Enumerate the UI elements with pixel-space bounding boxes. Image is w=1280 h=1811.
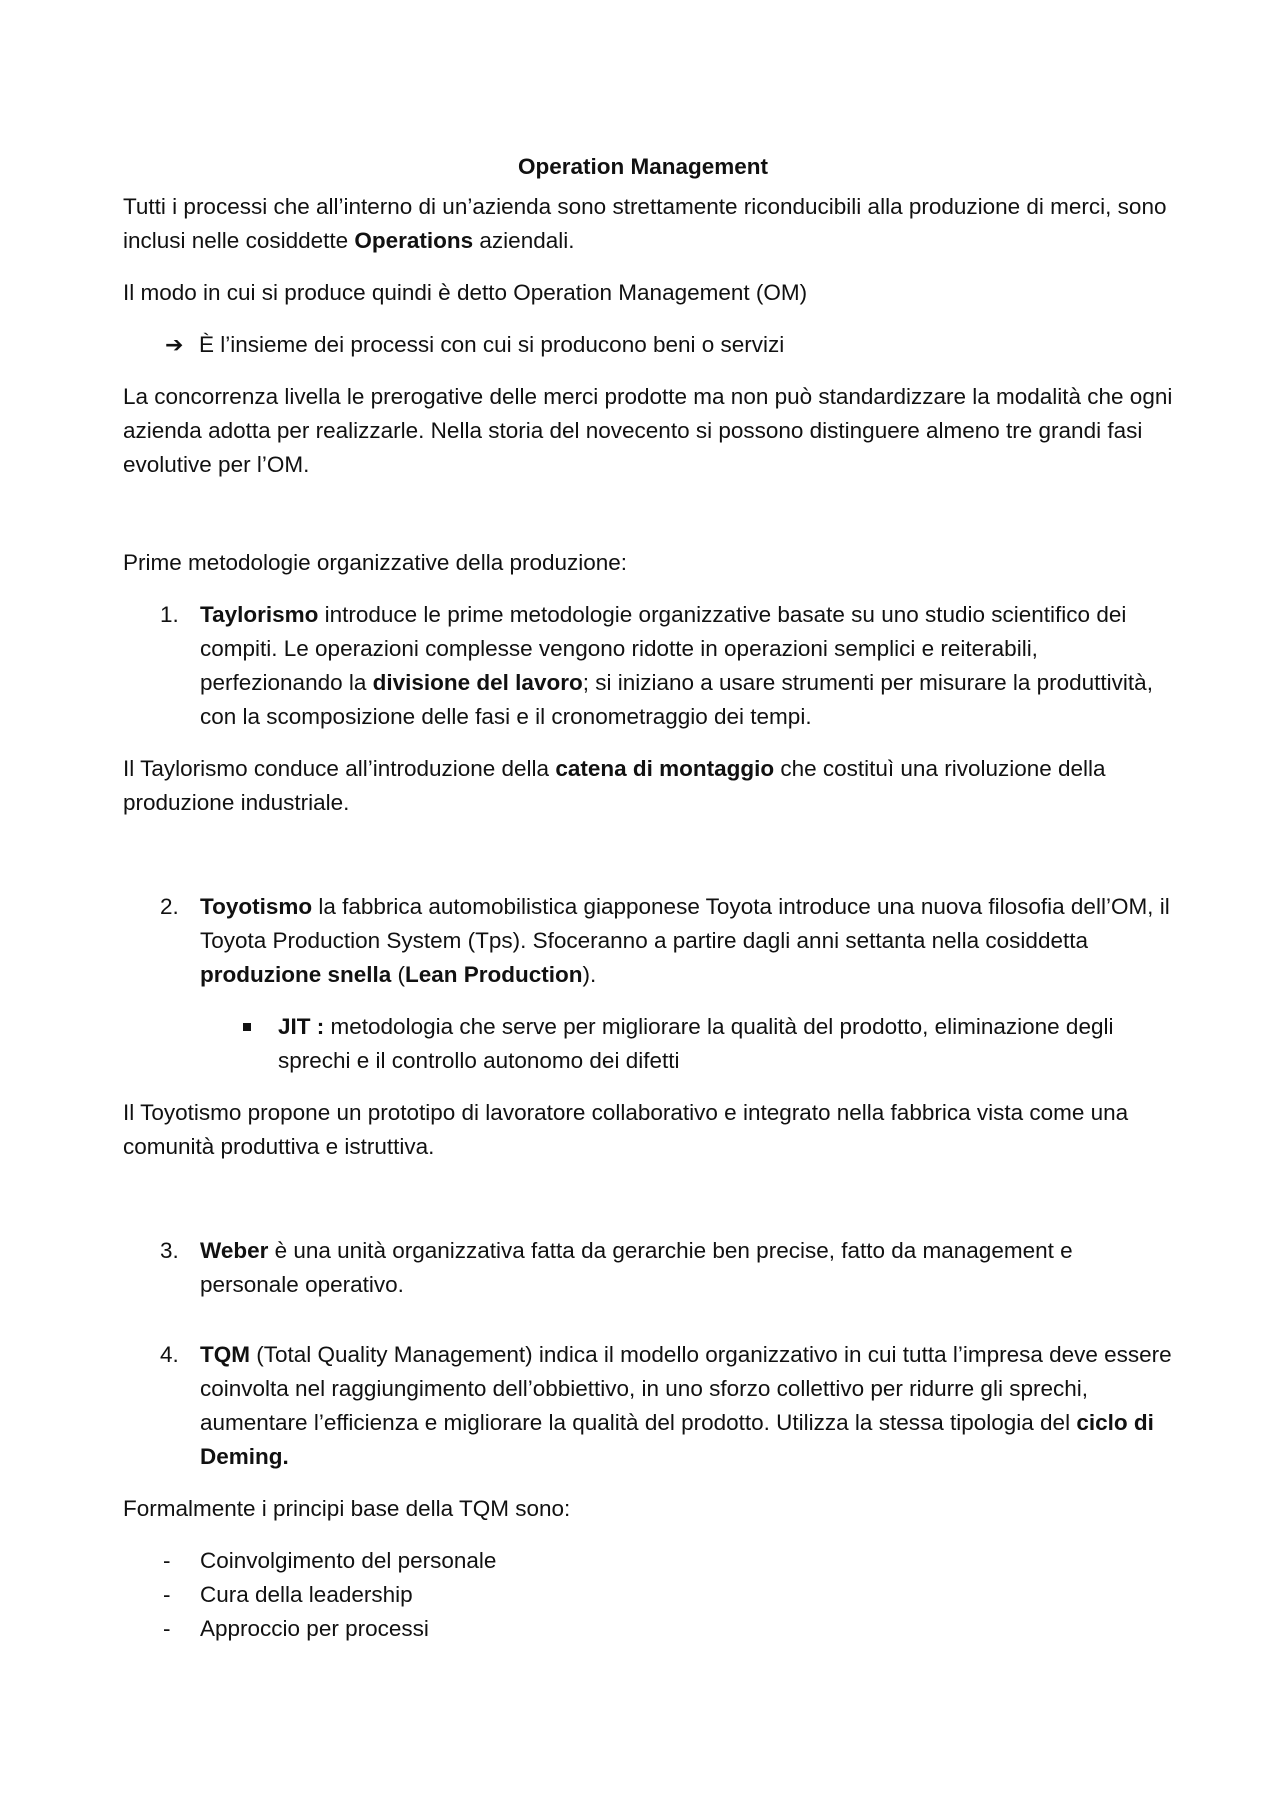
phases-list-4 bbox=[123, 1338, 1173, 1474]
toyota-note-paragraph: Il Toyotismo propone un prototipo di lavoratore collaborativo e integrato nella fabbrica vista come una comunità produttiva e istruttiva. bbox=[123, 1100, 1129, 1159]
list-item: - Coinvolgimento del personale bbox=[163, 1548, 497, 1573]
intro-paragraph-competition: La concorrenza livella le prerogative delle merci prodotte ma non può standardizzare la modalità che ogni azienda adotta per realizzarle. Nella storia del novecento si possono distinguere almeno tre grandi fasi evolutive per l’OM. bbox=[123, 384, 1173, 477]
document-body bbox=[123, 150, 1173, 1646]
page-title: Operation Management bbox=[517, 154, 769, 179]
phases-heading: Prime metodologie organizzative della produzione: bbox=[123, 550, 628, 575]
list-item-taylorismo: 1. Taylorismo introduce le prime metodologie organizzative basate su uno studio scientifico dei compiti. Le operazioni complesse vengono ridotte in operazioni semplici e reiterabili, perfezionando la divisione del lavoro; si iniziano a usare strumenti per misurare la produttività, con la scomposizione delle fasi e il cronometraggio dei tempi. bbox=[160, 602, 1153, 729]
list-item: - Approccio per processi bbox=[163, 1616, 429, 1641]
intro-paragraph-operations: Tutti i processi che all’interno di un’azienda sono strettamente riconducibili alla produzione di merci, sono inclusi nelle cosiddette Operations aziendali. bbox=[123, 194, 1167, 253]
jit-bullet-item: JIT : metodologia che serve per migliorare la qualità del prodotto, eliminazione degli sprechi e il controllo autonomo dei difetti bbox=[123, 1010, 1173, 1078]
om-definition-text: È l’insieme dei processi con cui si producono beni o servizi bbox=[199, 332, 785, 357]
intro-paragraph-om: Il modo in cui si produce quindi è detto Operation Management (OM) bbox=[123, 280, 808, 305]
tqm-principles-list bbox=[123, 1544, 1173, 1646]
tqm-principles-heading: Formalmente i principi base della TQM sono: bbox=[123, 1496, 571, 1521]
phases-list-1 bbox=[123, 598, 1173, 734]
list-item-toyotismo: 2. Toyotismo la fabbrica automobilistica giapponese Toyota introduce una nuova filosofia dell’OM, il Toyota Production System (Tps). Sfoceranno a partire dagli anni settanta nella cosiddetta produzione snella (Lean Production). bbox=[160, 894, 1170, 987]
taylor-note-paragraph: Il Taylorismo conduce all’introduzione della catena di montaggio che costituì una rivoluzione della produzione industriale. bbox=[123, 756, 1106, 815]
square-bullet-icon bbox=[243, 1023, 251, 1031]
phases-list-2 bbox=[123, 890, 1173, 992]
list-item-tqm: 4. TQM (Total Quality Management) indica il modello organizzativo in cui tutta l’impresa deve essere coinvolta nel raggiungimento dell’obbiettivo, in uno sforzo collettivo per ridurre gli sprechi, aumentare l’efficienza e migliorare la qualità del prodotto. Utilizza la stessa tipologia del ciclo di Deming. bbox=[160, 1342, 1172, 1469]
arrow-definition-line bbox=[123, 328, 1173, 362]
operations-term: Operations bbox=[354, 228, 474, 253]
arrow-right-icon: ➔ bbox=[165, 332, 184, 357]
phases-list-3 bbox=[123, 1234, 1173, 1302]
list-item-weber: 3. Weber è una unità organizzativa fatta da gerarchie ben precise, fatto da management e personale operativo. bbox=[160, 1238, 1073, 1297]
list-item: - Cura della leadership bbox=[163, 1582, 413, 1607]
